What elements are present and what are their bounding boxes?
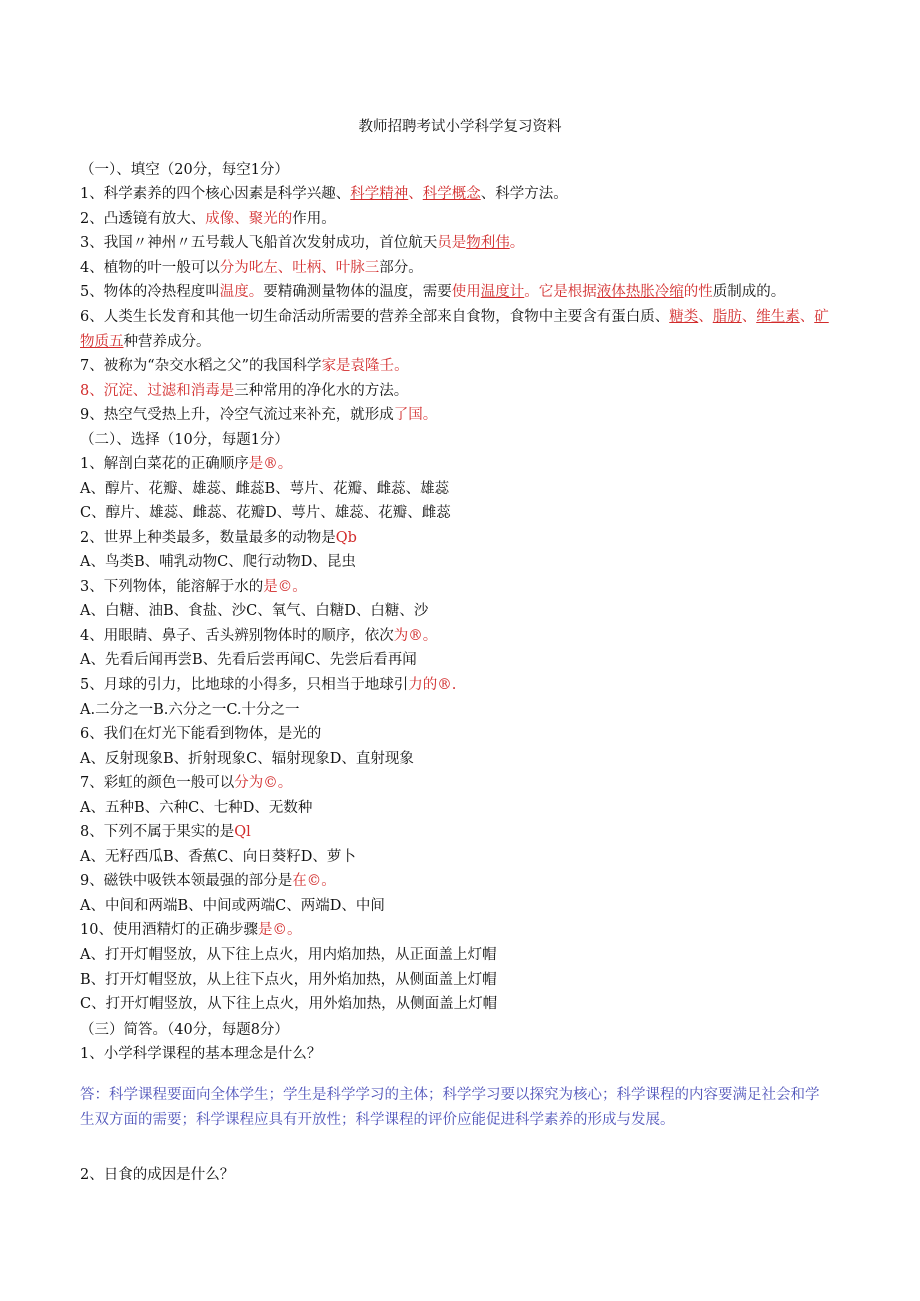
choice-line xyxy=(80,575,832,600)
answer-text: 成像、聚光的 xyxy=(205,211,293,227)
fill-question-5 xyxy=(80,280,832,305)
question-text: A、中间和两端B、中间或两端C、两端D、中间 xyxy=(80,897,385,914)
question-text: 3、我国〃神州〃五号载人飞船首次发射成功，首位航天 xyxy=(80,235,438,251)
fill-question-9 xyxy=(80,403,832,428)
question-text: C、打开灯帽竖放，从下往上点火，用外焰加热，从侧面盖上灯帽 xyxy=(80,996,498,1013)
answer-text: 维生 xyxy=(756,309,786,325)
answer-text: 家是袁隆壬 xyxy=(321,358,395,374)
answer-text: 科学精神 xyxy=(350,186,409,202)
question-text: A、醇片、花瓣、雄蕊、雌蕊B、萼片、花瓣、雌蕊、雄蕊 xyxy=(80,480,450,497)
answer-text: 。 xyxy=(422,407,438,423)
choice-line xyxy=(80,673,832,698)
choice-line xyxy=(80,452,832,477)
answer-text: 、 xyxy=(799,309,815,325)
question-text: A、反射现象B、折射现象C、辐射现象D、直射现象 xyxy=(80,750,414,767)
answer-text: 为® xyxy=(393,627,423,644)
question-text: 质制成的。 xyxy=(712,284,786,300)
question-text: 作用。 xyxy=(292,211,336,227)
choice-line xyxy=(80,968,832,993)
answer-text: 8、沉淀、过滤和消毒是 xyxy=(80,383,235,399)
answer-text: 科学概念 xyxy=(422,186,481,202)
question-text: A.二分之一B.六分之一C.十分之一 xyxy=(80,701,300,718)
fill-question-2 xyxy=(80,207,832,232)
answer-text: 、 xyxy=(698,309,713,325)
choice-line xyxy=(80,845,832,870)
answer-text: . xyxy=(451,676,457,693)
question-text: 1、解剖白菜花的正确顺序 xyxy=(80,456,249,472)
choice-line xyxy=(80,698,832,723)
choice-line xyxy=(80,992,832,1017)
question-text: 4、植物的叶一般可以 xyxy=(80,260,220,276)
question-text: 8、下列不属于果实的是 xyxy=(80,824,235,841)
answer-text: 。 xyxy=(292,578,307,595)
fill-question-8 xyxy=(80,379,832,404)
answer-text: 的性 xyxy=(683,284,713,300)
answer-text: 、 xyxy=(408,186,423,202)
answer-text: 。 xyxy=(321,873,336,890)
question-text: A、无籽西瓜B、香蕉C、向日葵籽D、萝卜 xyxy=(80,848,356,865)
question-text: 种营养成分。 xyxy=(123,333,211,350)
answer-text: 使用 xyxy=(451,284,481,300)
choice-line xyxy=(80,918,832,943)
answer-text: 分为叱左、吐柄、叶脉三 xyxy=(219,260,380,276)
fill-question-3 xyxy=(80,231,832,256)
question-text: A、鸟类B、哺乳动物C、爬行动物D、昆虫 xyxy=(80,554,356,571)
question-text: A、打开灯帽竖放，从下往上点火，用内焰加热，从正面盖上灯帽 xyxy=(80,947,497,963)
answer-text: 员是 xyxy=(437,235,467,251)
fill-question-1 xyxy=(80,182,832,207)
answer-text: Ql xyxy=(234,824,251,841)
section-choice-header: （二）、选择（10分，每题1分） xyxy=(80,432,289,448)
fill-question-6 xyxy=(80,305,832,354)
choice-line xyxy=(80,526,832,551)
question-text: 6、人类生长发育和其他一切生命活动所需要的营养全部来自食物，食物中主要含有蛋白质、 xyxy=(80,309,670,325)
question-text: 9、热空气受热上升，冷空气流过来补充，就形成 xyxy=(80,407,394,423)
answer-text: 。 xyxy=(277,775,293,792)
answer-text: 据 xyxy=(582,284,597,300)
choice-line xyxy=(80,869,832,894)
answer-text: 分为© xyxy=(234,775,278,792)
question-text: 4、用眼睛、鼻子、舌头辨别物体时的顺序，依次 xyxy=(80,627,394,644)
short-question-1: 1、小学科学课程的基本理念是什么？ xyxy=(80,1046,322,1062)
answer-text: 。 xyxy=(394,358,409,374)
answer-text: 在© xyxy=(292,873,322,890)
answer-text: 脂肪 xyxy=(712,309,742,325)
answer-text: Qb xyxy=(335,529,357,546)
choice-line xyxy=(80,648,832,673)
question-text: 2、凸透镜有放大、 xyxy=(80,211,206,227)
question-text: 5、物体的冷热程度叫 xyxy=(80,284,220,300)
question-text: 部分。 xyxy=(379,260,423,276)
short-answer-1: 答：科学课程要面向全体学生；学生是科学学习的主体；科学学习要以探究为核心；科学课程的内容要满足社会和学生双方面的需要；科学课程应具有开放性；科学课程的评价应能促进科学素养的形成与发展。 xyxy=(80,1087,820,1128)
answer-text: 。 xyxy=(277,456,293,472)
fill-question-4 xyxy=(80,256,832,281)
question-text: 5、月球的引力，比地球的小得多，只相当于地球引 xyxy=(80,676,409,693)
answer-text: 。 xyxy=(286,922,302,939)
short-question-2: 2、日食的成因是什么？ xyxy=(80,1167,235,1183)
question-text: A、五种B、六种C、七种D、无数种 xyxy=(80,799,313,816)
answer-text: 温度计 xyxy=(480,284,525,300)
question-text: 三种常用的净化水的方法。 xyxy=(234,383,409,399)
question-text: 10、使用酒精灯的正确步骤 xyxy=(80,922,258,939)
question-text: B、打开灯帽竖放，从上往下点火，用外焰加热，从侧面盖上灯帽 xyxy=(80,971,497,988)
question-text: C、醇片、雄蕊、雌蕊、花瓣D、萼片、雄蕊、花瓣、雌蕊 xyxy=(80,505,451,522)
question-text: A、白糖、油B、食盐、沙C、氧气、白糖D、白糖、沙 xyxy=(80,603,429,620)
choice-line xyxy=(80,894,832,919)
answer-text: 是© xyxy=(263,578,293,595)
answer-text: 素 xyxy=(785,309,800,325)
answer-text: 是© xyxy=(257,922,287,939)
answer-text: 。它是根 xyxy=(524,284,583,300)
question-text: 、科学方法。 xyxy=(480,186,568,202)
question-text: A、先看后闻再尝B、先看后尝再闻C、先尝后看再闻 xyxy=(80,652,417,669)
document-title: 教师招聘考试小学科学复习资料 xyxy=(358,119,562,135)
choice-line xyxy=(80,501,832,526)
answer-text: 是® xyxy=(248,456,278,472)
choice-line xyxy=(80,747,832,772)
answer-text: 了国 xyxy=(393,407,423,423)
choice-line xyxy=(80,796,832,821)
answer-text: 温度。 xyxy=(219,284,264,300)
answer-text: 、 xyxy=(741,309,757,325)
answer-text: 液体热胀冷缩 xyxy=(596,284,684,300)
answer-text: 矿物质五 xyxy=(80,309,829,350)
question-text: 7、彩虹的颜色一般可以 xyxy=(80,775,235,792)
section-short-answer-header: （三）简答。（40分，每题8分） xyxy=(80,1022,289,1038)
answer-text: 糖类 xyxy=(669,309,699,325)
question-text: 7、被称为“杂交水稻之父”的我国科学 xyxy=(80,358,322,374)
section-fill-header: （一）、填空（20分，每空1分） xyxy=(80,162,289,178)
answer-text: 。 xyxy=(509,235,525,251)
question-text: 9、磁铁中吸铁本领最强的部分是 xyxy=(80,873,293,890)
choice-line xyxy=(80,820,832,845)
choice-line xyxy=(80,771,832,796)
question-text: 2、世界上种类最多，数量最多的动物是 xyxy=(80,529,336,546)
choice-line xyxy=(80,550,832,575)
question-text: 6、我们在灯光下能看到物体，是光的 xyxy=(80,726,322,743)
answer-text: 力的® xyxy=(408,676,452,693)
choice-line xyxy=(80,722,832,747)
choice-line xyxy=(80,477,832,502)
answer-text: 物利伟 xyxy=(466,235,510,251)
choice-line xyxy=(80,943,832,968)
answer-text: 。 xyxy=(422,627,438,644)
choice-line xyxy=(80,599,832,624)
question-text: 1、科学素养的四个核心因素是科学兴趣、 xyxy=(80,186,351,202)
fill-question-7 xyxy=(80,354,832,379)
question-text: 3、下列物体，能溶解于水的 xyxy=(80,578,264,595)
question-text: 要精确测量物体的温度，需要 xyxy=(263,284,452,300)
choice-line xyxy=(80,624,832,649)
